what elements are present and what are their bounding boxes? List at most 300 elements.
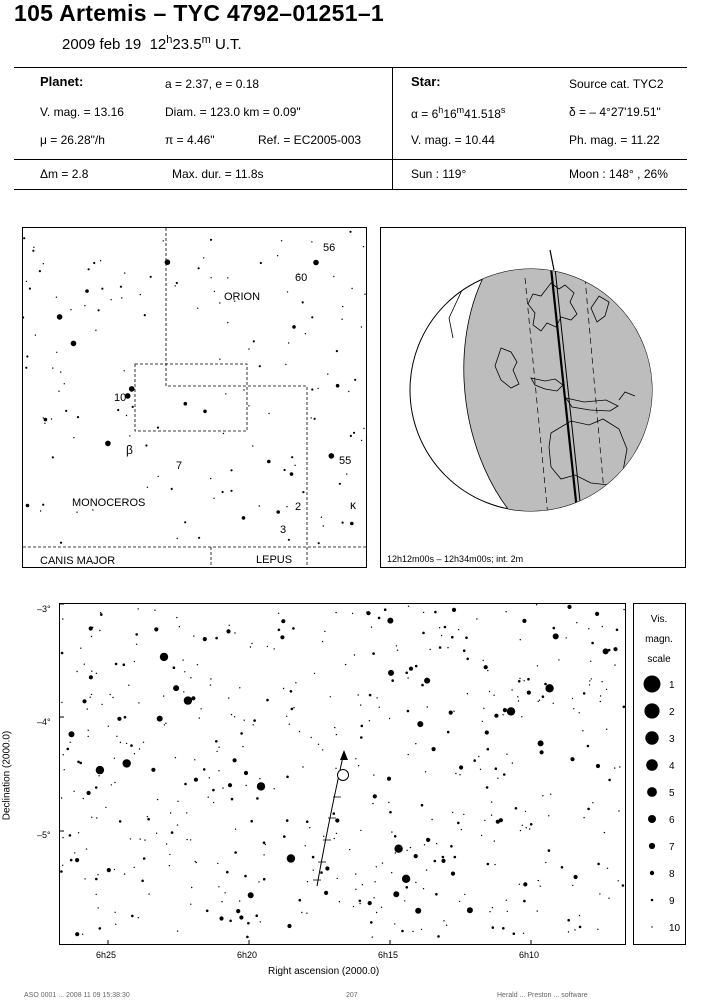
background-star: [248, 405, 249, 406]
legend-magnitude-dot: [647, 787, 657, 797]
background-star: [622, 884, 625, 887]
sun-elongation: Sun : 119°: [411, 167, 467, 181]
background-star: [350, 522, 354, 526]
background-star: [130, 838, 131, 839]
background-star: [360, 830, 361, 831]
background-star: [242, 746, 243, 747]
planet-orbit: a = 2.37, e = 0.18: [165, 77, 260, 91]
background-star: [405, 672, 408, 675]
background-star: [32, 250, 34, 252]
background-star: [253, 340, 255, 342]
background-star: [623, 706, 626, 709]
background-star: [190, 904, 191, 905]
background-star: [88, 730, 89, 731]
background-star: [56, 352, 57, 353]
background-star: [447, 647, 448, 648]
background-star: [44, 423, 45, 424]
background-star: [39, 270, 41, 272]
background-star: [105, 441, 111, 447]
background-star: [590, 661, 591, 662]
background-star: [64, 383, 65, 384]
background-star: [406, 850, 407, 851]
background-star: [317, 388, 318, 389]
planet-diameter: Diam. = 123.0 km = 0.09": [165, 105, 301, 119]
planet-vmag: V. mag. = 13.16: [40, 105, 124, 119]
background-star: [228, 697, 229, 698]
background-star: [387, 777, 391, 781]
background-star: [150, 276, 152, 278]
background-star: [607, 868, 608, 869]
background-star: [88, 736, 89, 737]
background-star: [114, 782, 115, 783]
background-star: [186, 812, 187, 813]
background-star: [219, 916, 223, 920]
background-star: [421, 804, 424, 807]
background-star: [64, 769, 65, 770]
background-star: [138, 608, 139, 609]
background-star: [349, 231, 351, 233]
background-star: [360, 704, 361, 705]
background-star: [126, 743, 127, 744]
background-star: [434, 860, 437, 863]
background-star: [524, 680, 525, 681]
star-label-beta: β: [126, 443, 133, 457]
background-star: [373, 794, 377, 798]
background-star: [439, 646, 442, 649]
background-star: [538, 701, 539, 702]
background-star: [616, 629, 619, 632]
background-star: [573, 708, 574, 709]
legend-magnitude-label: 9: [669, 896, 675, 907]
background-star: [121, 297, 122, 298]
legend-items: [644, 676, 681, 935]
background-star: [224, 892, 225, 893]
background-star: [250, 820, 253, 823]
background-star: [213, 498, 214, 499]
background-star: [92, 627, 93, 628]
background-star: [537, 665, 538, 666]
background-star: [424, 844, 425, 845]
background-star: [259, 505, 260, 506]
background-star: [119, 820, 122, 823]
x-axis-title: Right ascension (2000.0): [268, 966, 380, 977]
background-star: [441, 635, 442, 636]
background-star: [199, 717, 200, 718]
background-star: [442, 856, 445, 859]
background-star: [361, 725, 364, 728]
background-star: [335, 768, 336, 769]
background-star: [401, 930, 404, 933]
background-star: [61, 797, 62, 798]
background-star: [286, 819, 289, 822]
background-star: [502, 714, 503, 715]
background-star: [117, 717, 121, 721]
legend-title-line1: Vis.: [650, 614, 668, 625]
background-star: [288, 342, 289, 343]
background-star: [336, 384, 340, 388]
background-star: [394, 923, 395, 924]
background-star: [429, 839, 430, 840]
background-star: [480, 769, 481, 770]
background-star: [26, 504, 30, 508]
background-star: [507, 911, 508, 912]
background-star: [44, 418, 48, 422]
background-star: [213, 802, 214, 803]
background-star: [305, 333, 306, 334]
background-star: [123, 663, 126, 666]
background-star: [527, 691, 531, 695]
background-star: [26, 281, 27, 282]
background-star: [156, 833, 157, 834]
background-star: [348, 391, 349, 392]
background-star: [406, 886, 409, 889]
background-star: [436, 843, 437, 844]
background-star: [216, 751, 217, 752]
background-star: [305, 845, 306, 846]
background-star: [79, 762, 82, 765]
background-star: [95, 878, 98, 881]
planet-motion: μ = 26.28"/h: [40, 133, 105, 147]
background-star: [334, 838, 335, 839]
ra-prefix: α = 6: [411, 107, 439, 121]
background-star: [323, 836, 324, 837]
background-star: [203, 637, 207, 641]
background-star: [62, 618, 63, 619]
background-star: [284, 469, 286, 471]
orion-boundary: [166, 228, 307, 567]
background-star: [286, 716, 287, 717]
background-star: [60, 371, 61, 372]
legend-magnitude-label: 3: [669, 734, 675, 745]
background-star: [587, 745, 590, 748]
background-star: [217, 863, 218, 864]
background-star: [473, 759, 476, 762]
background-star: [337, 878, 338, 879]
background-star: [354, 654, 355, 655]
background-star: [464, 894, 465, 895]
background-star: [258, 881, 259, 882]
star-label-56: 56: [323, 242, 336, 254]
background-star: [136, 644, 137, 645]
background-star: [355, 758, 356, 759]
globe-caption: 12h12m00s – 12h34m00s; int. 2m: [387, 554, 524, 564]
background-star: [600, 701, 601, 702]
background-star: [274, 788, 275, 789]
background-star: [540, 886, 541, 887]
star-label-2: 2: [295, 501, 302, 513]
background-star: [455, 773, 456, 774]
background-star: [451, 636, 454, 639]
background-star: [359, 900, 362, 903]
background-star: [320, 871, 323, 874]
background-star: [427, 706, 428, 707]
background-star: [78, 832, 79, 833]
background-star: [107, 868, 111, 872]
background-star: [487, 670, 488, 671]
background-star: [283, 688, 284, 689]
background-star: [539, 700, 540, 701]
background-star: [286, 776, 289, 779]
legend-magnitude-dot: [649, 843, 655, 849]
background-star: [434, 611, 437, 614]
background-star: [190, 839, 191, 840]
background-star: [364, 294, 365, 295]
background-star: [100, 613, 103, 616]
background-star: [570, 757, 574, 761]
background-star: [495, 767, 498, 770]
background-star: [459, 774, 460, 775]
ra-second-unit: s: [500, 105, 506, 115]
background-star: [618, 880, 619, 881]
background-star: [225, 393, 226, 394]
background-star: [289, 724, 290, 725]
background-star: [226, 629, 230, 633]
background-star: [175, 757, 176, 758]
background-star: [195, 861, 196, 862]
background-star: [482, 721, 483, 722]
legend-magnitude-label: 4: [669, 761, 675, 772]
background-star: [421, 929, 422, 930]
background-star: [280, 635, 284, 639]
background-star: [230, 469, 232, 471]
background-star: [449, 711, 453, 715]
background-star: [461, 829, 462, 830]
background-star: [447, 731, 450, 734]
background-star: [88, 268, 90, 270]
background-star: [295, 682, 296, 683]
background-star: [506, 754, 507, 755]
background-star: [278, 629, 281, 632]
background-star: [481, 835, 482, 836]
background-star: [171, 488, 173, 490]
background-star: [293, 707, 294, 708]
background-star: [283, 835, 286, 838]
background-star: [324, 891, 328, 895]
xtick-6h25: 6h25: [96, 950, 117, 960]
background-star: [69, 834, 72, 837]
background-star: [291, 456, 293, 458]
background-star: [251, 643, 252, 644]
background-star: [372, 936, 373, 937]
legend-magnitude-dot: [651, 926, 652, 927]
background-star: [108, 726, 109, 727]
background-star: [359, 903, 360, 904]
background-star: [288, 539, 290, 541]
background-star: [330, 696, 331, 697]
background-star: [591, 642, 594, 645]
background-star: [387, 618, 393, 624]
legend-magnitude-dot: [648, 815, 656, 823]
background-star: [114, 912, 115, 913]
background-star: [587, 808, 590, 811]
background-star: [623, 609, 624, 610]
background-star: [526, 827, 527, 828]
background-star: [373, 897, 374, 898]
background-star: [523, 900, 526, 903]
background-star: [342, 306, 343, 307]
background-star: [190, 677, 191, 678]
background-star: [339, 901, 340, 902]
background-star: [388, 670, 394, 676]
background-star: [239, 915, 243, 919]
background-star: [173, 666, 176, 669]
background-star: [523, 933, 524, 934]
background-star: [286, 506, 287, 507]
legend-magnitude-dot: [644, 676, 661, 693]
background-star: [52, 456, 54, 458]
background-star: [497, 778, 498, 779]
background-star: [267, 460, 271, 464]
background-star: [467, 693, 468, 694]
xtick-6h15: 6h15: [378, 950, 399, 960]
xtick-6h20: 6h20: [237, 950, 258, 960]
background-star: [287, 854, 295, 862]
background-star: [597, 863, 600, 866]
background-star: [376, 697, 377, 698]
track-lead-in: [550, 250, 554, 270]
legend-title-line3: scale: [647, 654, 671, 665]
background-star: [43, 417, 44, 418]
background-star: [572, 698, 573, 699]
background-star: [453, 711, 454, 712]
finder-chart: [22, 227, 367, 568]
background-star: [496, 820, 500, 824]
background-star: [117, 409, 119, 411]
background-star: [506, 900, 507, 901]
background-star: [73, 437, 74, 438]
background-star: [194, 759, 195, 760]
background-star: [397, 650, 398, 651]
asteroid-direction-arrow: [340, 750, 348, 760]
background-star: [579, 926, 582, 929]
background-star: [177, 824, 178, 825]
background-star: [553, 703, 554, 704]
background-star: [302, 301, 304, 303]
background-star: [313, 870, 314, 871]
background-star: [134, 753, 135, 754]
background-star: [115, 663, 118, 666]
page-title: 105 Artemis – TYC 4792–01251–1: [14, 0, 385, 26]
background-star: [467, 907, 473, 913]
constellation-canis-major: CANIS MAJOR: [40, 555, 116, 567]
background-star: [234, 632, 235, 633]
background-star: [318, 744, 319, 745]
background-star: [281, 619, 285, 623]
background-star: [263, 878, 266, 881]
background-star: [341, 319, 342, 320]
background-star: [210, 478, 211, 479]
legend-title-line2: magn.: [645, 634, 673, 645]
background-star: [246, 936, 249, 939]
background-star: [333, 276, 334, 277]
background-star: [463, 814, 464, 815]
background-star: [84, 305, 85, 306]
background-star: [378, 617, 381, 620]
star-label-kappa: κ: [350, 498, 356, 512]
planet-heading: Planet:: [40, 74, 84, 89]
background-star: [229, 625, 230, 626]
background-star: [294, 465, 295, 466]
background-star: [603, 648, 609, 654]
background-star: [355, 873, 356, 874]
background-star: [157, 716, 163, 722]
background-star: [540, 750, 544, 754]
background-star: [276, 510, 280, 514]
ytick-minus3: –3°: [37, 604, 51, 614]
earth-globe-panel: [380, 227, 686, 568]
background-star: [110, 694, 111, 695]
background-star: [90, 697, 91, 698]
time-system: U.T.: [214, 36, 242, 53]
background-star: [325, 866, 329, 870]
background-star: [345, 664, 346, 665]
background-star: [537, 910, 538, 911]
background-star: [95, 786, 98, 789]
background-star: [491, 815, 492, 816]
background-star: [335, 818, 339, 822]
background-star: [290, 472, 294, 476]
background-star: [589, 680, 590, 681]
background-star: [437, 935, 440, 938]
background-star: [452, 812, 453, 813]
event-datetime: [62, 34, 242, 53]
background-star: [491, 801, 492, 802]
background-star: [210, 239, 212, 241]
background-star: [393, 891, 399, 897]
legend-magnitude-label: 2: [669, 707, 675, 718]
background-star: [520, 639, 521, 640]
background-star: [71, 341, 77, 347]
background-star: [23, 316, 24, 318]
background-star: [203, 257, 204, 258]
background-star: [99, 927, 102, 930]
background-star: [441, 859, 445, 863]
background-star: [389, 811, 392, 814]
background-star: [76, 512, 77, 513]
background-star: [183, 691, 184, 692]
background-star: [242, 516, 246, 520]
background-star: [85, 289, 89, 293]
background-star: [608, 898, 609, 899]
background-star: [115, 924, 116, 925]
background-star: [184, 402, 188, 406]
background-star: [485, 730, 489, 734]
background-star: [576, 622, 577, 623]
background-star: [166, 843, 167, 844]
y-axis-title-wrap: [0, 718, 14, 838]
background-star: [25, 367, 27, 369]
background-star: [505, 611, 506, 612]
background-star: [248, 348, 249, 349]
background-star: [169, 854, 170, 855]
background-star: [256, 797, 259, 800]
background-star: [336, 833, 337, 834]
background-star: [600, 695, 601, 696]
background-star: [583, 692, 586, 695]
background-star: [154, 627, 158, 631]
background-star: [423, 888, 424, 889]
background-star: [301, 912, 302, 913]
background-star: [530, 823, 533, 826]
background-star: [370, 921, 373, 924]
background-star: [61, 702, 62, 703]
background-star: [287, 924, 291, 928]
background-star: [184, 783, 187, 786]
xtick-6h10: 6h10: [519, 950, 540, 960]
background-star: [134, 661, 135, 662]
star-label-60: 60: [295, 272, 308, 284]
minute-unit: m: [201, 34, 211, 46]
